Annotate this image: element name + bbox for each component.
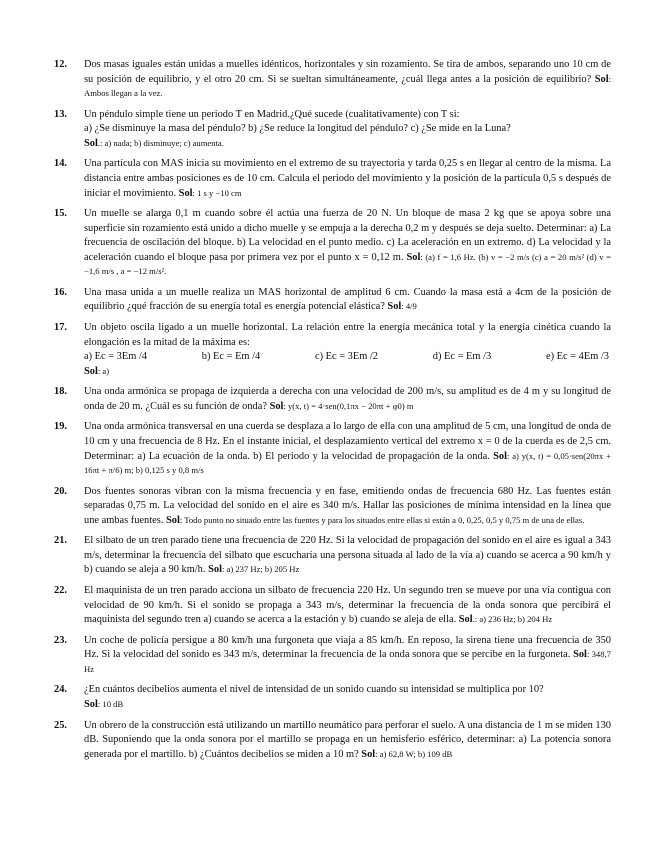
problem-text: Un objeto oscila ligado a un muelle horizontal. La relación entre la energía mecánica total y la energía cinética cuando la elongación es la mitad de la máxima es:	[84, 322, 611, 348]
problem-24	[54, 683, 611, 712]
problem-25	[54, 719, 611, 763]
answer-options	[84, 350, 611, 365]
problem-23	[54, 634, 611, 678]
problem-number: 25.	[54, 719, 67, 731]
solution-label: Sol	[84, 698, 98, 710]
problem-number: 21.	[54, 535, 67, 547]
problem-22	[54, 584, 611, 628]
problem-number: 23.	[54, 634, 67, 646]
problem-number: 17.	[54, 322, 67, 333]
solution-label: Sol	[594, 73, 609, 85]
problem-text: Una partícula con MAS inicia su movimiento en el extremo de su trayectoria y tarda 0,25 s en llegar al centro de la misma. La distancia entre ambas posiciones es de 10 cm. Calcula el periodo del movimiento y la posición de la partícula 0,5 s después de iniciar el movimiento. Sol: 1 s y −10 cm	[84, 158, 611, 199]
problem-16	[54, 286, 611, 315]
problem-number: 24.	[54, 684, 67, 696]
problem-17	[54, 321, 611, 379]
problem-number: 18.	[54, 386, 67, 398]
problem-18	[54, 385, 611, 414]
problem-19	[54, 420, 611, 478]
solution-text: : a) 237 Hz; b) 205 Hz	[221, 564, 300, 575]
problem-14	[54, 157, 611, 201]
solution-label: Sol	[178, 187, 193, 199]
problem-number: 14.	[54, 158, 67, 170]
solution-label: Sol	[84, 365, 98, 377]
option-d: d) Ec = Em /3	[432, 351, 492, 363]
problem-text: Un coche de policía persigue a 80 km/h una furgoneta que viaja a 85 km/h. En reposo, la sirena tiene una frecuencia de 350 Hz. Si la velocidad del sonido es 343 m/s, determinar la frecuencia de la onda sonora que se percibe en la furgoneta. Sol: 348,7 Hz	[84, 634, 611, 674]
problem-text: Una onda armónica transversal en una cuerda se desplaza a lo largo de ella con una amplitud de 5 cm, una longitud de onda de 10 cm y una frecuencia de 8 Hz. En el instante inicial, el desplazamiento vertical del extremo x = 0 de la cuerda es de 2,5 cm. Determinar: a) La ecuación de la onda. b) El periodo y la velocidad de propagación de la onda. Sol: a) y(x, t) = 0,05·sen(20πx + 16πt + π/6) m; b) 0,125 s y 0,8 m/s	[84, 421, 611, 476]
problem-text: ¿En cuántos decibelios aumenta el nivel de intensidad de un sonido cuando su intensidad se multiplica por 10?	[84, 684, 544, 696]
solution-label: Sol	[84, 137, 98, 149]
solution-label: Sol	[387, 301, 402, 313]
solution-text: : a) 62,8 W; b) 109 dB	[375, 748, 453, 759]
problem-number: 12.	[54, 59, 67, 70]
problem-number: 15.	[54, 208, 67, 220]
problem-text: Una onda armónica se propaga de izquierda a derecha con una velocidad de 200 m/s, su amplitud es de 4 m y su longitud de onda de 20 m. ¿Cuál es su función de onda? Sol: y(x, t) = 4·sen(0,1πx − 20πt + φ0) m	[84, 386, 611, 412]
problem-13	[54, 108, 611, 152]
problem-15	[54, 207, 611, 280]
problem-text: Un péndulo simple tiene un periodo T en Madrid.¿Qué sucede (cualitativamente) con T si:	[84, 108, 460, 120]
solution-label: Sol	[361, 748, 376, 760]
solution-text: : (a) f = 1,6 Hz. (b) v = −2 m/s (c) a = 20 m/s² (d) v = −1,6 m/s , a = −12 m/s².	[84, 251, 611, 277]
solution-text: : y(x, t) = 4·sen(0,1πx − 20πt + φ0) m	[283, 400, 414, 411]
problem-12	[54, 58, 611, 102]
problem-text: Una masa unida a un muelle realiza un MAS horizontal de amplitud 6 cm. Cuando la masa está a 4cm de la posición de equilibrio ¿qué fracción de su energía total es energía potencial elástica? Sol: 4/9	[84, 286, 611, 313]
solution	[84, 365, 611, 380]
problem-text: Dos fuentes sonoras vibran con la misma frecuencia y en fase, emitiendo ondas de frecuencia 680 Hz. Las fuentes están separadas 0,75 m. La velocidad del sonido en el aire es 340 m/s. Hallar las posiciones de mínima intensidad en la línea que une ambas fuentes. Sol: Todo punto no situado entre las fuentes y para los situados entre ellas si están a 0, 0,25, 0,5 y 0,75 m de una de ellas.	[84, 485, 611, 526]
solution-label: Sol	[573, 649, 587, 661]
problem-number: 16.	[54, 286, 67, 298]
problem-text: Un obrero de la construcción está utilizando un martillo neumático para perforar el suelo. A una distancia de 1 m se miden 130 dB. Suponiendo que la onda sonora por el martillo se propaga en un hemisferio esférico, determinar: a) La potencia sonora generada por el martillo. b) ¿Cuántos decibelios se miden a 10 m? Sol: a) 62,8 W; b) 109 dB	[84, 719, 611, 760]
solution-text: : a)	[97, 365, 110, 376]
solution-text: .: a) nada; b) disminuye; c) aumenta.	[97, 137, 224, 148]
solution	[84, 698, 611, 713]
option-a: a) Ec = 3Em /4	[84, 351, 147, 363]
solution-text: : 348,7 Hz	[84, 649, 611, 674]
problem-number: 19.	[54, 421, 67, 433]
option-b: b) Ec = Em /4	[201, 351, 261, 363]
solution-label: Sol	[208, 564, 222, 576]
option-c: c) Ec = 3Em /2	[314, 351, 378, 363]
solution-text: : 4/9	[401, 301, 417, 312]
solution-text: : Ambos llegan a la vez.	[84, 73, 611, 99]
problem-questions: a) ¿Se disminuye la masa del péndulo? b) ¿Se reduce la longitud del péndulo? c) ¿Se mide en la Luna?	[84, 123, 511, 135]
problem-20	[54, 485, 611, 529]
solution-label: Sol	[269, 400, 284, 412]
solution-label: Sol	[493, 450, 507, 462]
solution-label: Sol	[165, 514, 180, 526]
problem-number: 22.	[54, 585, 67, 596]
problem-text: El silbato de un tren parado tiene una frecuencia de 220 Hz. Si la velocidad de propagación del sonido en el aire es igual a 343 m/s, determinar la frecuencia del silbato que escucharía una persona situada al lado de la vía a) cuando se acerca a 90 km/h y b) cuando se aleja a 90 km/h. Sol: a) 237 Hz; b) 205 Hz	[84, 535, 611, 576]
problem-text: El maquinista de un tren parado acciona un silbato de frecuencia 220 Hz. Un segundo tren se mueve por una vía contigua con velocidad de 90 km/h. Si el sonido se propaga a 343 m/s, determinar la frecuencia de la onda sonora que percibirá el maquinista del segundo tren a) cuando se acerca a la estación y b) cuando se aleja de ella. Sol.: a) 236 Hz; b) 204 Hz	[84, 585, 611, 626]
solution-text: : 10 dB	[97, 698, 124, 709]
problem-text: Un muelle se alarga 0,1 m cuando sobre él actúa una fuerza de 20 N. Un bloque de masa 2 kg que se apoya sobre una superficie sin rozamiento está unido a dicho muelle y se empuja a la derecha 0,2 m y después se deja suelto. Determinar: a) La frecuencia de oscilación del bloque. b) La velocidad en el punto medio. c) La aceleración en un extremo. d) La velocidad y la aceleración cuando el bloque pasa por primera vez por el punto x = 0,12 m. Sol: (a) f = 1,6 Hz. (b) v = −2 m/s (c) a = 20 m/s² (d) v = −1,6 m/s , a = −12 m/s².	[84, 208, 611, 277]
solution-text: : 1 s y −10 cm	[192, 187, 242, 198]
option-e: e) Ec = 4Em /3	[545, 351, 609, 363]
problem-21	[54, 534, 611, 578]
problem-text: Dos masas iguales están unidas a muelles idénticos, horizontales y sin rozamiento. Se tira de ambos, separando uno 10 cm de su posición de equilibrio, y el otro 20 cm. Si se sueltan simultáneamente, ¿cuál llega antes a la posición de equilibrio? Sol: Ambos llegan a la vez.	[84, 59, 611, 99]
solution-text: : a) y(x, t) = 0,05·sen(20πx + 16πt + π/6) m; b) 0,125 s y 0,8 m/s	[84, 450, 611, 476]
solution-label: Sol	[458, 614, 473, 626]
solution-label: Sol	[406, 251, 421, 263]
solution-text: : Todo punto no situado entre las fuentes y para los situados entre ellas si están a 0, 0,25, 0,5 y 0,75 m de una de ellas.	[179, 514, 585, 525]
problem-number: 13.	[54, 108, 67, 120]
problem-number: 20.	[54, 485, 67, 497]
solution-text: .: a) 236 Hz; b) 204 Hz	[472, 614, 553, 625]
solution	[84, 137, 611, 152]
